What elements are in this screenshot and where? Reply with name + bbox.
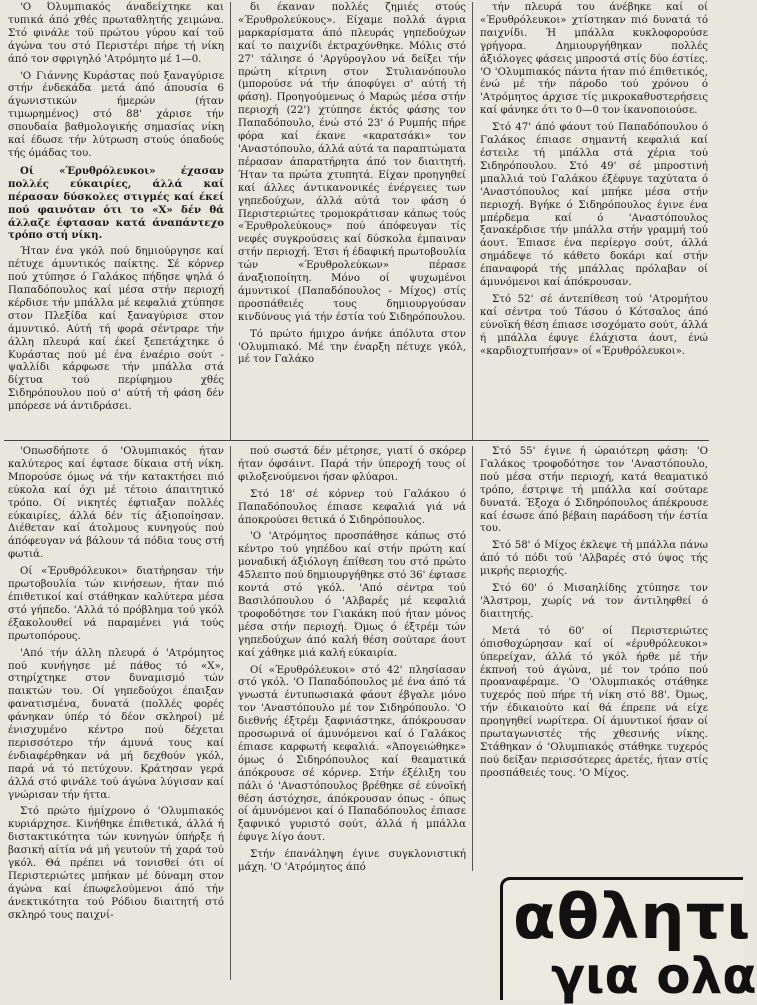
column-divider [472,446,473,871]
article-paragraph: πού σωστά δέν μέτρησε, γιατί ό σκόρερ ήταν όφσάιντ. Παρά τήν ύπεροχή τους οί φιλοξενούμενοι ήσαν φλύαροι. [238,446,466,483]
article-paragraph: Οί «Έρυθρόλευκοι» στό 42' πλησίασαν στό γκόλ. 'Ο Παπαδόπουλος μέ ένα άπό τά γνωστά έντυπωσιακά φάουτ έβγαλε μόνο τον 'Αναστόπουλο μέ τον Σιδηρόπουλο. 'Ο διεθνής έξτρέμ ξαφνιάστηκε, άπόκρουσαν προσωρινά οί άμυνόμενοι καί ό Γαλάκος έπιασε καρφωτή κεφαλιά. «Άπογειώθηκε» όμως ό Σιδηρόπουλος καί θεαματικά άπόκρουσε σέ κόρνερ. Στήν έξέλιξη του πάλι ό 'Αναστόπουλος βρέθηκε σέ εύνοϊκή θέση άστόχησε, άπόκρουσαν όπως - όπως οί άμυνόμενοι καί ό Παπαδόπουλος έπιασε ξαφνικό γυριστό σούτ, άλλά ή μπάλλα έφυγε λίγο άουτ. [238,664,466,844]
article-paragraph: 'Από τήν άλλη πλευρά ό 'Ατρόμητος πού κυνήγησε μέ πάθος τό «Χ», στηρίχτηκε στον δυναμισμό τών παικτών του. Οί γηπεδούχοι έπαιξαν φανατισμένα, δυνατά (πολλές φορές φάνηκαν ύπέρ τό δέον σκληροί) μέ ένισχυμένο κέντρο πού δέχεται περισσότερο τήν άμυνά τους καί ένδιαφέρθηκαν νά μή δεχθούν γκόλ, παρά νά τό πετύχουν. Κράτησαν γερά άλλά στό φινάλε τού άγώνα λύγισαν καί γνώρισαν τήν ήττα. [8,647,224,801]
article-paragraph: 'Ο Όλυμπιακός άναδείχτηκε και τυπικά άπό χθές πρωταθλητής χειμώνα. Στό φινάλε τοϋ πρώτου γύρου καί τοϋ άγώνα του στό Περιστέρι πήρε τή νίκη άπό τον σφριγηλό 'Ατρόμητο μέ 1—0. [8,2,224,65]
article-paragraph: δι έκαναν πολλές ζημιές στούς «Έρυθρολεύκους». Είχαμε πολλά άγρια μαρκαρίσματα άπό πλευράς γηπεδούχων καί το παιχνίδι έκτραχύνθηκε. Μόλις στό 27' τάλιησε ό 'Αργύρογλου νά δείξει τήν πρώτη κίτρινη στον Στυλιανόπουλο (μπορούσε νά τήν άποφύγει σ' αύτή τή φάση). Προηγούμενως ό Μαρώς μέσα στήν περιοχή (22') χτύπησε έκτός φάσης τον Παπαδόπουλο, ένώ στό 23' ό Ρυμπής πήρε φόρα καί έκανε «καρατσάκι» τον 'Αναστόπουλο, άλλά αύτά τα παραπτώματα πέρασαν άπαρατήρητα άπό τον διαιτητή. Ήταν τα πρώτα χτυπητά. Είχαν προηγηθεί καί άλλες άντικανονικές ένέργειες των γηπεδούχων, άλλά αύτά τον φάση ό Περιστεριώτες τρομοκράτισαν κάπως τούς «Έρυθρολεύκους» πού άπόφευγαν τίς νεφές συγκρούσεις καί δύσκολα έμπαιναν στήν περιοχή. Έτσι ή έδαφική πρωτοβουλία τών «Έρυθρολεύκων» πέρασε άναξιοποίητη. Μόνο οί ψυχωμένοι άμυντικοί (Παπαδόπουλος - Μίχος) στίς προσπάθειές τους δημιουργούσαν κινδύνους γιά τήν έστία τού Σιδηρόπουλου. [238,2,466,323]
column-top-middle [238,2,466,438]
column-divider [230,2,231,440]
article-paragraph: Μετά τό 60' οί Περιστεριώτες όπισθοχώρησαν καί οί «έρυθρόλευκοι» ύπερείχαν, άλλά τό γκόλ ήρθε μέ τήν έκπνοή τού άγώνα, μέ τον τρόπο πού προαναφέραμε. 'Ο 'Ολυμπιακός στάθηκε τυχερός πού πήρε τή νίκη στό 88'. Όμως, τήν έδικαιούτο καί θά έπρεπε νά είχε προηγηθεί νωρίτερα. Οί άμυντικοί ήσαν οί πρωταγωνιστές τής χθεσινής νίκης. Στάθηκαν ό 'Ολυμπιακός στάθηκε τυχερός πού δείξαν περισσότερες άρετές, ήταν στίς προσπάθειές τους. 'Ο Μίχος. [480,625,708,779]
article-paragraph: Οί «Έρυθρόλευκοι» διατήρησαν τήν πρωτοβουλία τών κινήσεων, ήταν πιό έπιθετικοί καί στάθηκαν καλύτερα μέσα στό γήπεδο. 'Αλλά τό πρόβλημα τού γκόλ έξακολουθεί νά παραμένει γιά τούς πρωτοπόρους. [8,566,224,642]
column-bottom-right [480,446,708,866]
article-paragraph: 'Οπωσδήποτε ό 'Ολυμπιακός ήταν καλύτερος καί έφτασε δίκαια στή νίκη. Μπορούσε όμως νά τήν κατακτήσει πιό εύκολα καί όχι μέ τέτοιο άπαιτητικό τρόπο. Οί νικητές έφτιαξαν πολλές εύκαιρίες, άλλά δέν τίς άξιοποίησαν. Διέθεταν καί άτολμους κυνηγούς πού άπόφευγαν νά βάλουν τά πόδια τους στή φωτιά. [8,446,224,561]
column-bottom-middle [238,446,466,980]
column-top-right [480,2,708,438]
article-paragraph: 'Ο Γιάννης Κυράστας πού ξαναγύρισε στήν ένδεκάδα μετά άπό άπουσία 6 άγωνιστικών ήμερών (ήταν τιμωρημένος) στό 88' χάρισε τήν σπουδαία βαθμολογικής σημασίας νίκη καί έδωσε τήν λύτρωση στούς όπαδούς τής όμάδας του. [8,70,224,159]
article-paragraph: Στό 60' ό Μισαηλίδης χτύπησε τον 'Άλστρομ, χωρίς νά τον άντιληφθεί ό διαιτητής. [480,583,708,620]
article-paragraph: Στό 52' σέ άντεπίθεση τού 'Ατρομήτου καί σέντρα τού Τάσου ό Κότσαλος άπό εύνοϊκή θέση έπιασε ισοχόματο σούτ, άλλά ή μπάλλα έφυγε έλάχιστα άουτ, ένώ «καρδιοχτυπήσαν» οί «Έρυθρόλευκοι». [480,293,708,357]
article-paragraph: Τό πρώτο ήμιχρο άνήκε άπόλυτα στον 'Ολυμπιακό. Μέ την έναρξη πέτυχε γκόλ, μέ τον Γαλάκο [238,328,466,366]
masthead-line-1: αθλητι [513,880,752,953]
article-paragraph: Στό 18' σέ κόρνερ τού Γαλάκου ό Παπαδόπουλος έπιασε κεφαλιά γιά νά άποκρούσει θετικά ό Σιδηρόπουλος. [238,488,466,526]
article-paragraph: Στό 55' έγινε ή ώραιότερη φάση: 'Ο Γαλάκος τροφοδότησε τον 'Αναστόπουλο, πού μέσα στήν περιοχή, κατά θεαματικό τρόπο, έστριψε τή μπάλλα καί σούταρε δυνατά. Έξοχα ό Σιδηρόπουλος άπέκρουσε καί έσωσε άπό βέβαιη παράδοση τήν έστία του. [480,446,708,535]
column-divider [230,446,231,980]
masthead-line-2: για ολα [551,947,757,1005]
section-divider [4,440,709,441]
article-paragraph: Οί «Έρυθρόλευκοι» έχασαν πολλές εύκαιρίες, άλλά καί πέρασαν δύσκολες στιγμές καί έκεί πού φαινόταν ότι το «Χ» δέν θά άλλαζε έφτασαν κατά άναπάντεχο τρόπο στή νίκη. [8,164,224,242]
column-divider [472,2,473,440]
article-paragraph: Ήταν ένα γκόλ πού δημιούργησε καί πέτυχε άμυντικός παίκτης. Σέ κόρνερ πού χτύπησε ό Γαλάκος πήδησε ψηλά ό Παπαδόπουλος καί μέσα στήν περιοχή κέρδισε τήν μπάλλα μέ κεφαλιά χτύπησε στον Πλεξίδα καί ξαναγύρισε στον άμυντικό. Αύτή τή φορά σέντραρε τήν άλλη πλευρά καί έκεί ξεπετάχτηκε ό Κυράστας πού μέ ένα έναέριο σούτ - ψαλλίδι κάρφωσε τήν μπάλλα στά δίχτυα τού περίφημου χθές Σιδηρόπουλου πού σ' αύτή τή φάση δέν μπόρεσε νά άντιδράσει. [8,246,224,413]
column-top-left [8,2,224,438]
article-paragraph: Στό 58' ό Μίχος έκλεψε τή μπάλλα πάνω άπό τό πόδι τού 'Αλβαρές στό ύψος τής μικρής περιοχής. [480,540,708,578]
article-paragraph: Στό πρώτο ήμίχρονο ό 'Ολυμπιακός κυριάρχησε. Κινήθηκε έπιθετικά, άλλά ή διστακτικότητα τών κυνηγών ύπήρξε ή βασική αίτία νά μή γευτούν τή χαρά τού γκόλ. Θά πρέπει νά τονισθεί ότι οί Περιστεριώτες μπήκαν μέ δύναμη στον άγώνα καί έπωφελούμενοι άπό τήν άνεκτικότητα τού Ρόδιου διαιτητή στό σκληρό τους παιχνί- [8,806,224,921]
column-bottom-left [8,446,224,980]
article-paragraph: 'Ο 'Ατρόμητος προσπάθησε κάπως στό κέντρο τού γηπέδου καί στήν πρώτη καί μοναδική άξιόλογη έπίθεση του στό πρώτο 45λεπτο πού δημιουργήθηκε στό 36' έφτασε κοντά στό γκόλ. 'Από σέντρα τού Βασιλόπουλου ό 'Αλβαρές μέ κεφαλιά τροφοδότησε τον Γιακάκη πού ήταν μόνος μέσα στήν περιοχή. Όμως ό έξτρέμ τών γηπεδούχων άπό καλή θέση σούταρε άουτ καί χάθηκε μιά καλή εύκαιρία. [238,531,466,659]
article-paragraph: Στό 47' άπό φάουτ τού Παπαδόπουλου ό Γαλάκος έπιασε σημαντή κεφαλιά καί έστειλε τή μπάλλα στά χέρια τού Σιδηρόπουλου. Στό 49' σέ μπροστινή μπαλλιά τού Γαλάκου έξέφυγε ταχύτατα ό 'Αναστόπουλος καί μπήκε μέσα στήν περιοχή. Βγήκε ό Σιδηρόπουλος έγινε ένα μπέρδεμα καί ό 'Αναστόπουλος ξανακέρδισε τήν μπάλλα στήν γραμμή τού άουτ. Έπιασε ένα περίεργο σούτ, άλλά σημάδεψε τό κάθετο δοκάρι καί στήν έπαναφορά τής μπάλλας πρόλαβαν οί άμυνόμενοι καί άπόκρουσαν. [480,122,708,289]
article-paragraph: Στήν έπανάληψη έγινε συγκλονιστική μάχη. 'Ο 'Ατρόμητος άπό [238,849,466,874]
article-paragraph: τήν πλευρά του άνέβηκε καί οί «Έρυθρόλευκοι» χτίστηκαν πιό δυνατά τό παιχνίδι. Ή μπάλλα κυκλοφορούσε γρήγορα. Δημιουργήθηκαν πολλές άξιόλογες φάσεις μπροστά στίς δύο έστίες. 'Ο 'Ολυμπιακός πάντα ήταν πιό έπιθετικός, ένώ μέ τήν πάροδο τού χρόνου ό 'Ατρόμητος άρχισε τίς μικροκαθυστερήσεις καί φάνηκε ότι το 0—0 τον ίκανοποιούσε. [480,2,708,117]
section-masthead [500,877,757,1005]
